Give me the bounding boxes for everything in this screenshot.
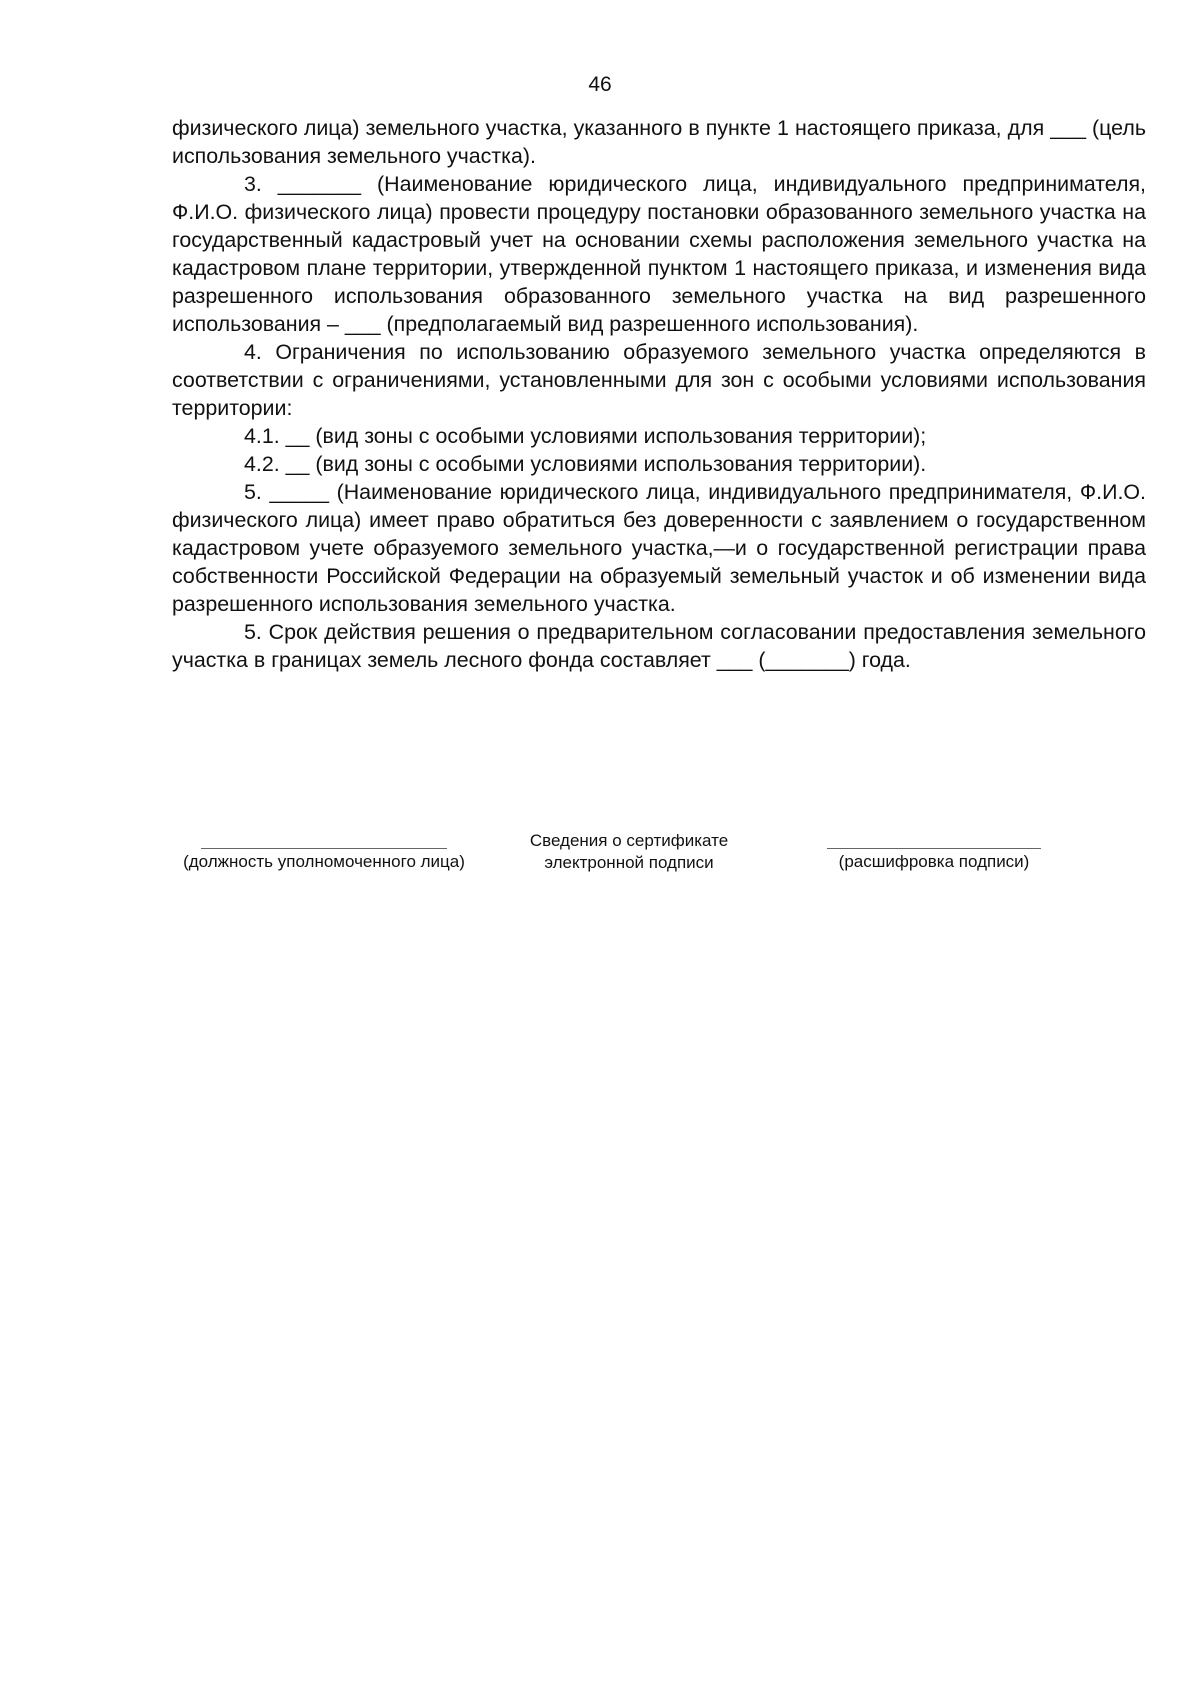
document-body xyxy=(172,114,1146,674)
signature-decoding-label: (расшифровка подписи) xyxy=(838,852,1030,871)
signature-position-label: (должность уполномоченного лица) xyxy=(183,852,465,871)
signature-position-block xyxy=(176,828,472,873)
paragraph-5-term: 5. Срок действия решения о предварительном согласовании предоставления земельного участка в границах земель лесного фонда составляет ___ (_______) года. xyxy=(172,620,1146,672)
paragraph-5: 5. _____ (Наименование юридического лица, индивидуального предпринимателя, Ф.И.О. физического лица) имеет право обратиться без доверенности с заявлением о государственном кадастровом учете образуемого земельного участка,—и о государственной регистрации права собственности Российской Федерации на образуемый земельный участок и об изменении вида разрешенного использования земельного участка. xyxy=(172,480,1146,616)
paragraph-4: 4. Ограничения по использованию образуемого земельного участка определяются в соответствии с ограничениями, установленными для зон с особыми условиями использования территории: xyxy=(172,340,1146,420)
paragraph-continuation: физического лица) земельного участка, указанного в пункте 1 настоящего приказа, для ___ (цель использования земельного участка). xyxy=(172,116,1146,168)
page-number: 46 xyxy=(588,73,612,96)
signature-decoding-block xyxy=(808,828,1060,873)
paragraph-3: 3. _______ (Наименование юридического лица, индивидуального предпринимателя, Ф.И.О. физического лица) провести процедуру постановки образованного земельного участка на государственный кадастровый учет на основании схемы расположения земельного участка на кадастровом плане территории, утвержденной пунктом 1 настоящего приказа, и изменения вида разрешенного использования образованного земельного участка на вид разрешенного использования – ___ (предполагаемый вид разрешенного использования). xyxy=(172,172,1146,336)
paragraph-4-1: 4.1. __ (вид зоны с особыми условиями использования территории); xyxy=(244,424,927,448)
signature-position-line xyxy=(201,848,447,849)
signature-certificate-label: Сведения о сертификате электронной подписи xyxy=(529,831,729,872)
paragraph-4-2: 4.2. __ (вид зоны с особыми условиями использования территории). xyxy=(244,452,927,476)
signature-certificate-block xyxy=(498,830,760,874)
signature-decoding-line xyxy=(827,848,1041,849)
